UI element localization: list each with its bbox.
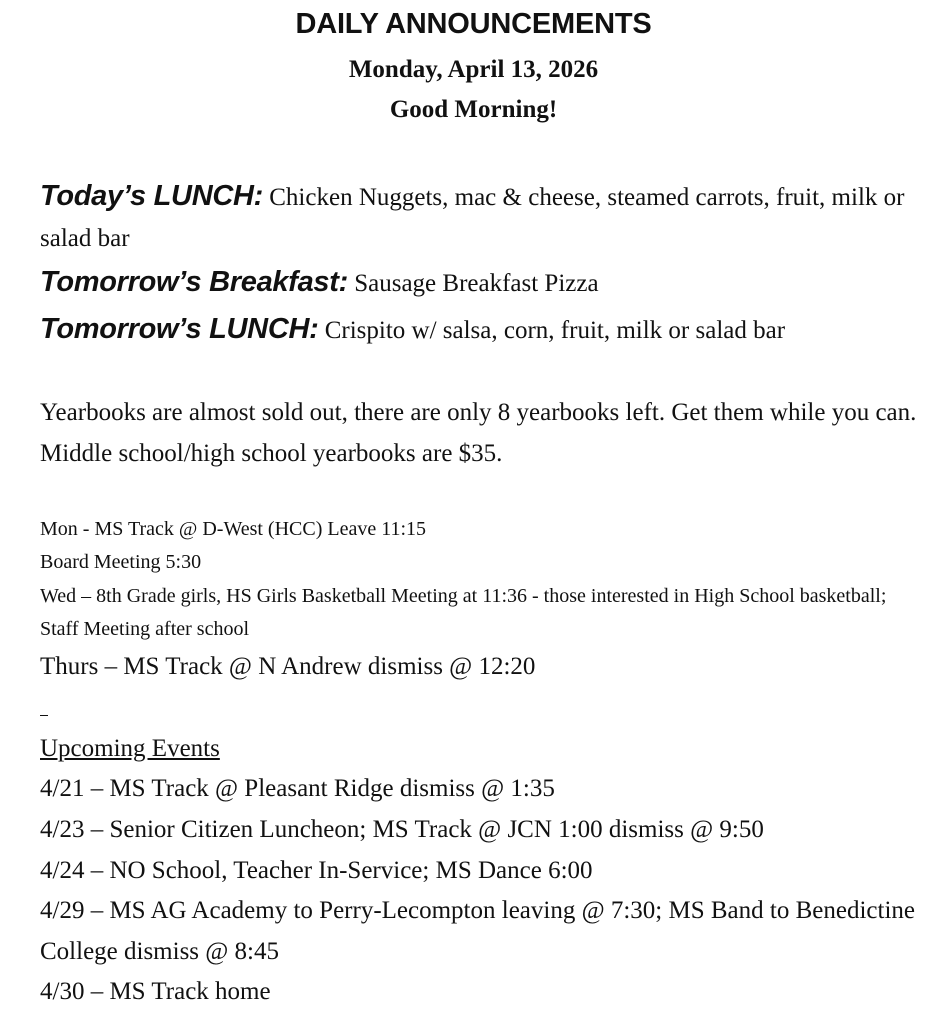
tomorrow-lunch-menu: Crispito w/ salsa, corn, fruit, milk or salad bar: [324, 317, 786, 344]
tomorrow-lunch: [40, 309, 920, 351]
today-lunch-menu: Chicken Nuggets, mac & cheese, steamed carrots, fruit, milk or salad bar: [40, 184, 905, 252]
today-lunch: [40, 176, 920, 259]
upcoming-events-heading: [40, 728, 920, 769]
page-title: DAILY ANNOUNCEMENTS: [295, 8, 652, 40]
schedule-item: Board Meeting 5:30: [40, 551, 202, 573]
event-item: 4/30 – MS Track home: [40, 978, 271, 1005]
event-item: 4/24 – NO School, Teacher In-Service; MS Dance 6:00: [40, 857, 593, 884]
date-line: Monday, April 13, 2026: [348, 56, 599, 83]
tomorrow-breakfast-menu: Sausage Breakfast Pizza: [354, 270, 599, 297]
schedule-item: Wed – 8th Grade girls, HS Girls Basketball Meeting at 11:36 - those interested in High School basketball; Staff Meeting after school: [40, 585, 887, 640]
event-item: 4/21 – MS Track @ Pleasant Ridge dismiss @ 1:35: [40, 775, 555, 802]
today-lunch-label: Today’s LUNCH:: [40, 180, 263, 212]
schedule-item: Mon - MS Track @ D-West (HCC) Leave 11:15: [40, 518, 427, 540]
tomorrow-breakfast: [40, 262, 920, 304]
event-item: 4/23 – Senior Citizen Luncheon; MS Track @ JCN 1:00 dismiss @ 9:50: [40, 816, 764, 843]
schedule-item: Thurs – MS Track @ N Andrew dismiss @ 12:20: [40, 653, 536, 680]
event-item: 4/29 – MS AG Academy to Perry-Lecompton leaving @ 7:30; MS Band to Benedictine College dismiss @ 8:45: [40, 897, 915, 965]
divider: [40, 715, 48, 716]
greeting: Good Morning!: [389, 96, 558, 123]
tomorrow-lunch-label: Tomorrow’s LUNCH:: [40, 313, 319, 345]
upcoming-events-title: Upcoming Events: [40, 735, 220, 762]
tomorrow-breakfast-label: Tomorrow’s Breakfast:: [40, 266, 348, 298]
yearbook-notice: Yearbooks are almost sold out, there are only 8 yearbooks left. Get them while you can. Middle school/high school yearbooks are $35.: [40, 399, 917, 467]
